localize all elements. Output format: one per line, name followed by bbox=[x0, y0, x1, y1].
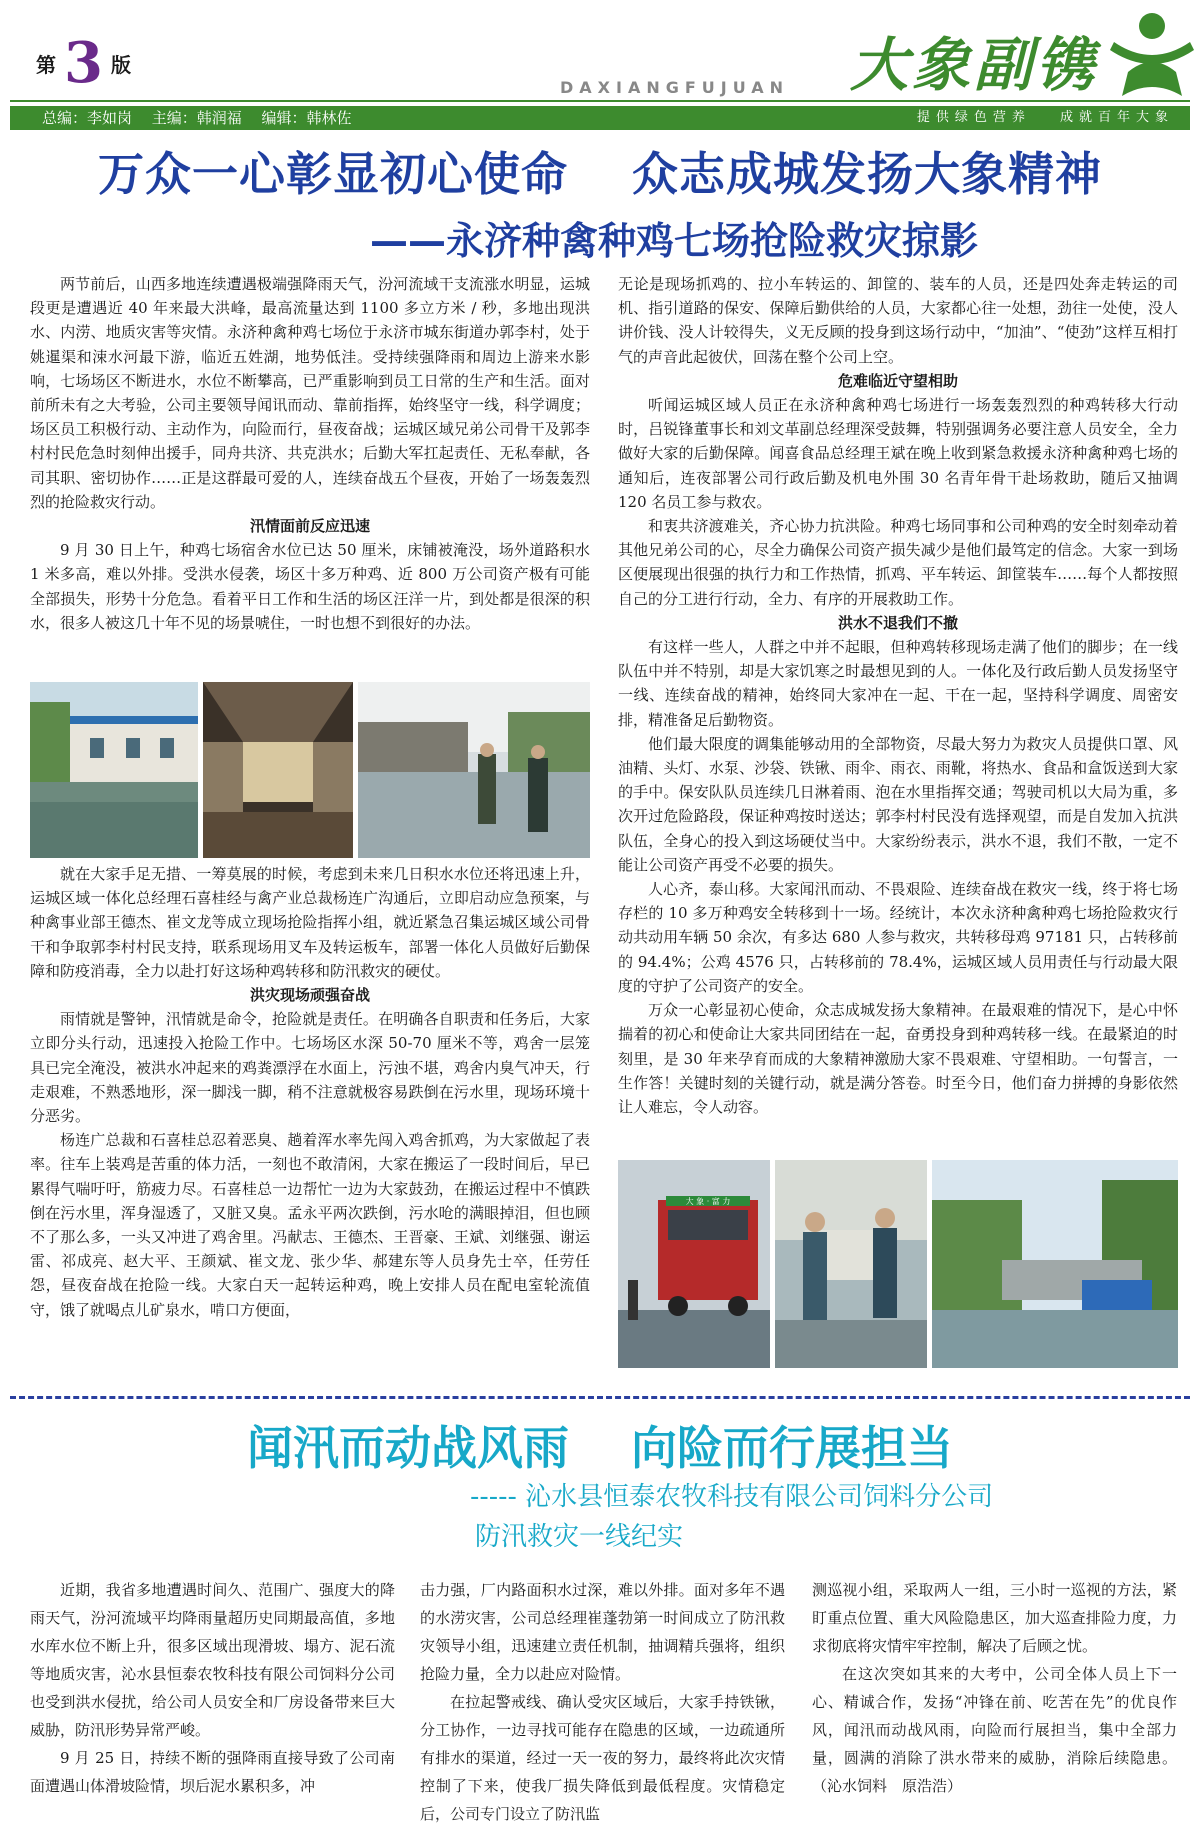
editor-bar bbox=[10, 106, 1190, 130]
paragraph: 在拉起警戒线、确认受灾区域后，大家手持铁锹，分工协作，一边寻找可能存在隐患的区域，一边疏通所有排水的渠道，经过一天一夜的努力，最终将此次灾情控制了下来，使我厂损失降低到最低程度。灾情稳定后，公司专门设立了防汛监 bbox=[420, 1693, 785, 1823]
page-number: 3 bbox=[64, 30, 103, 96]
article1-left-column-top bbox=[30, 272, 590, 635]
photo-flooded-building bbox=[30, 682, 198, 858]
paragraph: 在这次突如其来的大考中，公司全体人员上下一心、精诚合作，发扬“冲锋在前、吃苦在先”的优良作风，闻汛而动战风雨，向险而行展担当，集中全部力量，圆满的消除了洪水带来的威胁，消除后续隐患。（沁水饲料 原浩浩） bbox=[812, 1665, 1177, 1795]
article1-subtitle: ——永济种禽种鸡七场抢险救灾掠影 bbox=[370, 219, 979, 263]
photo-truck bbox=[618, 1160, 770, 1368]
paragraph: 和衷共济渡难关，齐心协力抗洪险。种鸡七场同事和公司种鸡的安全时刻牵动着其他兄弟公司的心，尽全力确保公司资产损失减少是他们最笃定的信念。大家一到场区便展现出很强的执行力和工作热情，抓鸡、平车转运、卸筐装车……每个人都按照自己的分工进行行动，全力、有序的开展救助工作。 bbox=[618, 517, 1178, 608]
paragraph: 杨连广总裁和石喜桂总忍着恶臭、趟着浑水率先闯入鸡舍抓鸡，为大家做起了表率。往车上装鸡是苦重的体力活，一刻也不敢清闲，大家在搬运了一段时间后，早已累得气喘吁吁，筋疲力尽。石喜桂总一边帮忙一边为大家鼓劲，在搬运过程中不慎跌倒在污水里，浑身湿透了，又脏又臭。孟永平两次跌倒，污水呛的满眼掉泪，但也顾不了那么多，一头又冲进了鸡舍里。冯献志、王德杰、王晋豪、王斌、刘继强、谢运雷、祁成亮、赵大平、王颜斌、崔文龙、张少华、郝建东等人员身先士卒，任劳任怨，昼夜奋战在抢险一线。大家白天一起转运种鸡，晚上安排人员在配电室轮流值守，饿了就喝点儿矿泉水，啃口方便面， bbox=[30, 1131, 590, 1319]
editor-credits: 总编：李如岗 主编：韩润福 编辑：韩林佐 bbox=[42, 109, 352, 127]
page-number-label bbox=[36, 30, 131, 96]
photo-workers-in-water bbox=[358, 682, 590, 858]
paragraph: 击力强，厂内路面积水过深，难以外排。面对多年不遇的水涝灾害，公司总经理崔蓬勃第一时间成立了防汛救灾领导小组，迅速建立责任机制，抽调精兵强将，组织抢险力量，全力以赴应对险情。 bbox=[420, 1581, 785, 1683]
section-heading: 洪水不退我们不撤 bbox=[837, 613, 958, 632]
article2-subtitle: 防汛救灾一线纪实 bbox=[475, 1522, 684, 1552]
masthead-pinyin: DAXIANGFUJUAN bbox=[560, 78, 790, 97]
paragraph: 万众一心彰显初心使命，众志成城发扬大象精神。在最艰难的情况下，是心中怀揣着的初心和使命让大家共同团结在一起，奋勇投身到种鸡转移一线。在最紧迫的时刻里，是 30 年来孕育而成的大象精神激励大家不畏艰难、守望相助。一句誓言，一生作答！关键时刻的关键行动，就是满分答卷。时至今日，他们奋力拼搏的身影依然让人难忘，令人动容。 bbox=[618, 1001, 1178, 1116]
paragraph: 近期，我省多地遭遇时间久、范围广、强度大的降雨天气，汾河流域平均降雨量超历史同期最高值，多地水库水位不断上升，很多区域出现滑坡、塌方、泥石流等地质灾害，沁水县恒泰农牧科技有限公司饲料分公司也受到洪水侵扰，给公司人员安全和厂房设备带来巨大威胁，防汛形势异常严峻。 bbox=[30, 1581, 395, 1739]
article1-right-column bbox=[618, 272, 1178, 1119]
section-heading: 洪灾现场顽强奋战 bbox=[249, 986, 370, 1005]
truck-sign-text: 大 象 · 富 力 bbox=[685, 1197, 731, 1206]
paragraph: 人心齐，泰山移。大家闻汛而动、不畏艰险、连续奋战在救灾一线，终于将七场存栏的 10 多万种鸡安全转移到十一场。经统计，本次永济种禽种鸡七场抢险救灾行动共动用车辆 50 余次，有多达 680 人参与救灾，共转移母鸡 97181 只，占转移前的 94.4%；公鸡 4576 只，占转移前的 78.4%，运城区域人员用责任与行动最大限度的守护了公司资产的安全。 bbox=[618, 880, 1178, 995]
paragraph: 测巡视小组，采取两人一组，三小时一巡视的方法，紧盯重点位置、重大风险隐患区，加大巡查排险力度，力求彻底将灾情牢牢控制，解决了后顾之忧。 bbox=[812, 1581, 1177, 1655]
paragraph: 就在大家手足无措、一筹莫展的时候，考虑到未来几日积水水位还将迅速上升，运城区域一体化总经理石喜桂经与禽产业总裁杨连广沟通后，立即启动应急预案，与种禽事业部王德杰、崔文龙等成立现场抢险指挥小组，就近紧急召集运城区域公司骨干和争取郭李村村民支持，联系现场用叉车及转运板车，部署一体化人员做好后勤保障和防疫消毒，全力以赴打好这场种鸡转移和防汛救灾的硬仗。 bbox=[30, 865, 590, 980]
paragraph: 9 月 25 日，持续不断的强降雨直接导致了公司南面遭遇山体滑坡险情，坝后泥水累积多，冲 bbox=[30, 1749, 395, 1795]
paragraph: 9 月 30 日上午，种鸡七场宿舍水位已达 50 厘米，床铺被淹没，场外道路积水 1 米多高，难以外排。受洪水侵袭，场区十多万种鸡、近 800 万公司资产极有可能全部损失，形势十分危急。看着平日工作和生活的场区汪洋一片，到处都是很深的积水，很多人被这几十年不见的场景唬住，一时也想不到很好的办法。 bbox=[30, 541, 590, 632]
paragraph: 雨情就是警钟，汛情就是命令，抢险就是责任。在明确各自职责和任务后，大家立即分头行动，迅速投入抢险工作中。七场场区水深 50-70 厘米不等，鸡舍一层笼具已完全淹没，被洪水冲起来的鸡粪漂浮在水面上，污浊不堪，鸡舍内臭气冲天，行走艰难，不熟悉地形，深一脚浅一脚，稍不注意就极容易跌倒在污水里，现场环境十分恶劣。 bbox=[30, 1010, 590, 1126]
masthead-title: 大象副镌 bbox=[850, 31, 1099, 99]
page-prefix: 第 bbox=[36, 53, 56, 77]
photo-carrying-cages bbox=[775, 1160, 927, 1368]
header-rule bbox=[10, 100, 1190, 102]
paragraph: 无论是现场抓鸡的、拉小车转运的、卸筐的、装车的人员，还是四处奔走转运的司机、指引道路的保安、保障后勤供给的人员，大家都心往一处想，劲往一处使，没人讲价钱、没人计较得失，义无反顾的投身到这场行动中，“加油”、“使劲”这样互相打气的声音此起彼伏，回荡在整个公司上空。 bbox=[618, 275, 1178, 366]
section-heading: 汛情面前反应迅速 bbox=[249, 517, 370, 536]
photo-flooded-coop bbox=[203, 682, 353, 858]
paragraph: 有这样一些人，人群之中并不起眼，但种鸡转移现场走满了他们的脚步；在一线队伍中并不特别，却是大家饥寒之时最想见到的人。一体化及行政后勤人员发扬坚守一线、连续奋战的精神，始终同大家冲在一起、干在一起，坚持科学调度、周密安排，精准备足后勤物资。 bbox=[618, 638, 1178, 729]
dx-logo-icon bbox=[1108, 8, 1196, 104]
photo-trees-and-crowd bbox=[932, 1160, 1178, 1368]
article1-title: 万众一心彰显初心使命 众志成城发扬大象精神 bbox=[97, 147, 1102, 201]
article2-column-2 bbox=[420, 1576, 785, 1828]
masthead-slogan: 提供绿色营养 成就百年大象 bbox=[916, 110, 1174, 125]
paragraph: 两节前后，山西多地连续遭遇极端强降雨天气，汾河流域干支流涨水明显，运城段更是遭遇近 40 年来最大洪峰，最高流量达到 1100 多立方米 / 秒，多地出现洪水、内涝、地质灾害等灾情。永济种禽种鸡七场位于永济市城东街道办郭李村，处于姚暹渠和涑水河最下游，临近五姓湖，地势低洼。受持续强降雨和周边上游来水影响，七场场区不断进水，水位不断攀高，已严重影响到员工日常的生产和生活。面对前所未有之大考验，公司主要领导闻讯而动、靠前指挥，始终坚守一线，科学调度；场区员工积极行动、主动作为，向险而行，昼夜奋战；运城区域兄弟公司骨干及郭李村村民危急时刻伸出援手，同舟共济、共克洪水；后勤大军扛起责任、无私奉献，各司其职、密切协作……正是这群最可爱的人，连续奋战五个昼夜，开始了一场轰轰烈烈的抢险救灾行动。 bbox=[30, 275, 590, 511]
page-suffix: 版 bbox=[110, 53, 131, 77]
paragraph: 他们最大限度的调集能够动用的全部物资，尽最大努力为救灾人员提供口罩、风油精、头灯、水泵、沙袋、铁锹、雨伞、雨衣、雨靴，将热水、食品和盒饭送到大家的手中。保安队队员连续几日淋着雨、泡在水里指挥交通；驾驶司机以大局为重，多次开过危险路段，保证种鸡按时送达；郭李村村民没有选择观望，而是自发加入抗洪队伍，全身心的投入到这场硬仗当中。大家纷纷表示，洪水不退，我们不散，一定不能让公司资产再受不必要的损失。 bbox=[618, 734, 1178, 874]
paragraph: 听闻运城区域人员正在永济种禽种鸡七场进行一场轰轰烈烈的种鸡转移大行动时，吕锐锋董事长和刘文革副总经理深受鼓舞，特别强调务必要注意人员安全，全力做好大家的后勤保障。闻喜食品总经理王斌在晚上收到紧急救援永济种禽种鸡七场的通知后，连夜部署公司行政后勤及机电外围 30 名青年骨干赴场救助，随后又抽调 120 名员工参与救农。 bbox=[618, 396, 1178, 511]
article2-title: 闻汛而动战风雨 向险而行展担当 bbox=[246, 1421, 953, 1475]
article1-left-column-bottom bbox=[30, 862, 590, 1322]
section-divider bbox=[10, 1396, 1190, 1399]
article2-column-3 bbox=[812, 1576, 1177, 1800]
section-heading: 危难临近守望相助 bbox=[837, 371, 958, 390]
article2-company: ----- 沁水县恒泰农牧科技有限公司饲料分公司 bbox=[470, 1482, 994, 1512]
article2-column-1 bbox=[30, 1576, 395, 1800]
